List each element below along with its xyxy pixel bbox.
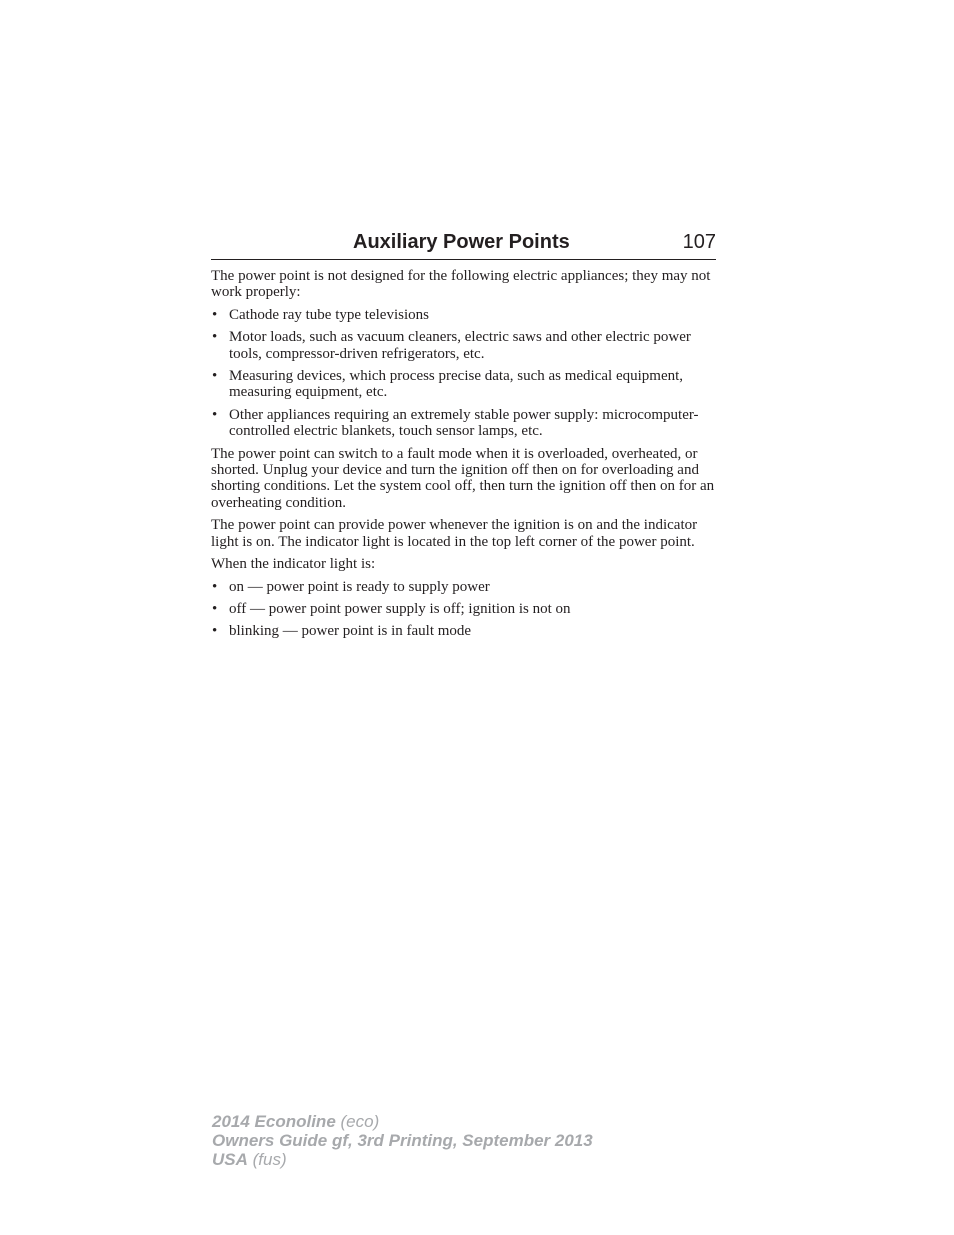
footer-guide-line — [212, 1131, 593, 1150]
power-info-paragraph: The power point can provide power whenever the ignition is on and the indicator light is on. The indicator light is located in the top left corner of the power point. — [211, 517, 698, 550]
list-item — [211, 368, 721, 401]
page-footer — [212, 1112, 593, 1169]
list-item-text: on — power point is ready to supply power — [229, 578, 490, 595]
list-item-text: Other appliances requiring an extremely stable power supply: microcomputer-controlled electric blankets, touch sensor lamps, etc. — [229, 406, 699, 440]
appliance-list — [211, 307, 721, 440]
intro-paragraph: The power point is not designed for the following electric appliances; they may not work properly: — [211, 268, 711, 301]
list-item-text: Cathode ray tube type televisions — [229, 306, 429, 323]
bullet-icon: • — [212, 623, 218, 640]
bullet-icon: • — [212, 368, 218, 385]
bullet-icon: • — [212, 306, 218, 323]
bullet-icon: • — [212, 329, 218, 346]
footer-region-line — [212, 1150, 593, 1169]
footer-model-code: (eco) — [340, 1112, 380, 1131]
page-header — [211, 228, 716, 260]
bullet-icon: • — [212, 406, 218, 423]
page-body — [211, 268, 721, 646]
indicator-state-list — [211, 579, 721, 640]
footer-guide: Owners Guide gf, 3rd Printing, September 2013 — [212, 1131, 593, 1150]
list-item — [211, 407, 721, 440]
footer-region: USA — [212, 1150, 248, 1169]
list-item-text: blinking — power point is in fault mode — [229, 623, 472, 640]
list-item — [211, 579, 721, 595]
list-item-text: Measuring devices, which process precise data, such as medical equipment, measuring equipment, etc. — [229, 368, 684, 401]
list-item — [211, 329, 721, 362]
indicator-intro: When the indicator light is: — [211, 556, 376, 573]
bullet-icon: • — [212, 578, 218, 595]
footer-region-code: (fus) — [252, 1150, 287, 1169]
bullet-icon: • — [212, 600, 218, 617]
list-item — [211, 623, 721, 639]
list-item-text: off — power point power supply is off; ignition is not on — [229, 600, 571, 617]
footer-model: 2014 Econoline — [212, 1112, 336, 1131]
page-number: 107 — [682, 231, 716, 253]
footer-model-line — [212, 1112, 593, 1131]
list-item — [211, 307, 721, 323]
fault-mode-paragraph: The power point can switch to a fault mode when it is overloaded, overheated, or shorted. Unplug your device and turn the ignition off then on for overloading and shorting conditions. Let the system cool off, then turn the ignition off then on for an overheating condition. — [211, 445, 715, 511]
list-item — [211, 601, 721, 617]
list-item-text: Motor loads, such as vacuum cleaners, electric saws and other electric power tools, compressor-driven refrigerators, etc. — [229, 329, 691, 362]
section-title: Auxiliary Power Points — [353, 231, 570, 253]
